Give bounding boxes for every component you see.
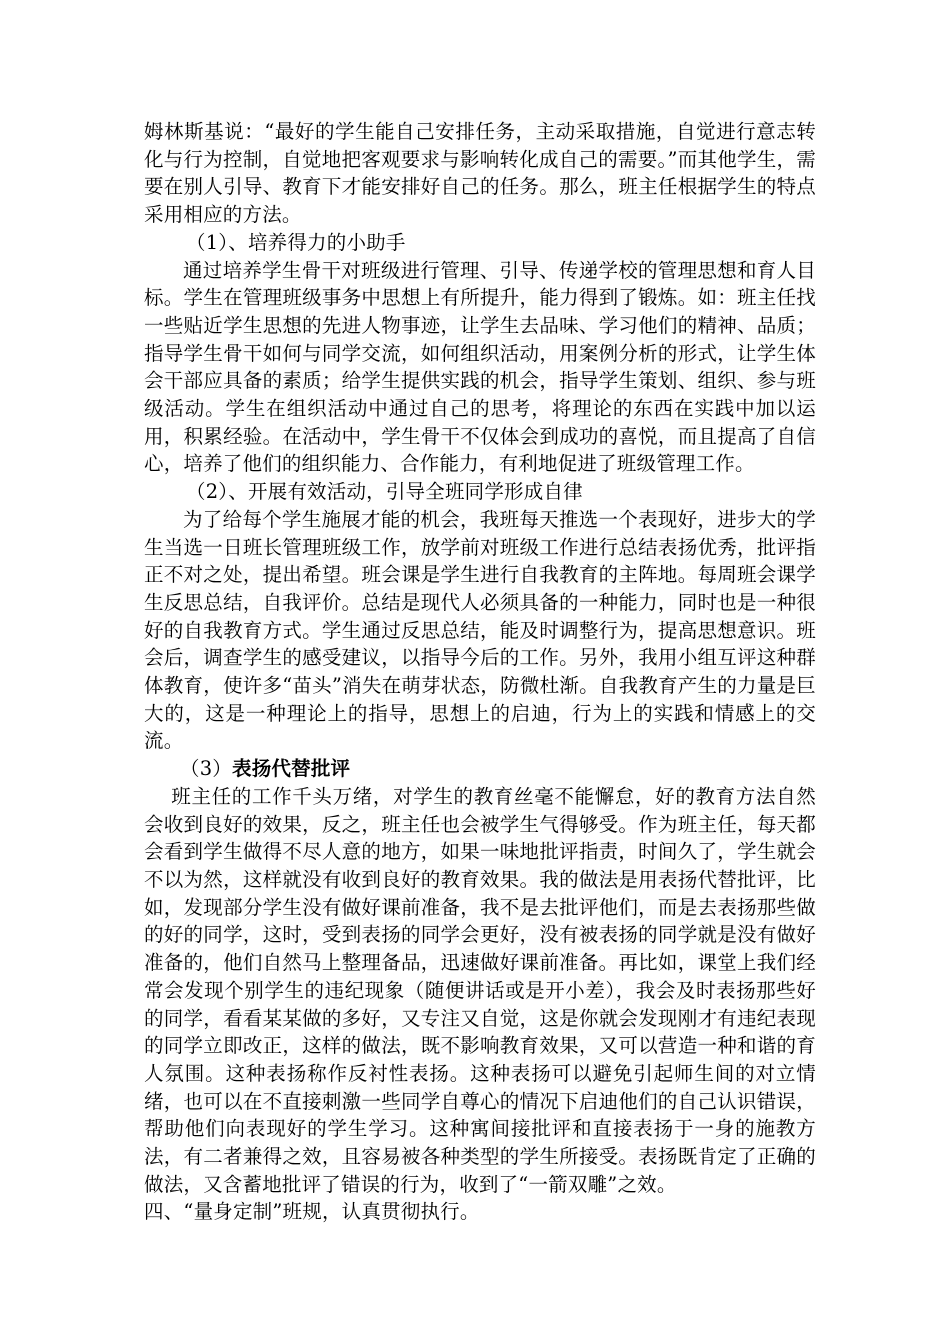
intro-paragraph: 姆林斯基说：“最好的学生能自己安排任务，主动采取措施，自觉进行意志转化与行为控制，自觉地把客观要求与影响转化成自己的需要。”而其他学生，需要在别人引导、教育下才能安排好自己的任务。那么，班主任根据学生的特点采用相应的方法。 <box>144 120 816 227</box>
section-4-heading: 四、“量身定制”班规，认真贯彻执行。 <box>144 1200 480 1224</box>
paragraph-3: 班主任的工作千头万绪，对学生的教育丝毫不能懈怠，好的教育方法自然会收到良好的效果，反之，班主任也会被学生气得够受。作为班主任，每天都会看到学生做得不尽人意的地方，如果一味地批评指责，时间久了，学生就会不以为然，这样就没有收到良好的教育效果。我的做法是用表扬代替批评，比如，发现部分学生没有做好课前准备，我不是去批评他们，而是去表扬那些做的好的同学，这时，受到表扬的同学会更好，没有被表扬的同学就是没有做好准备的，他们自然马上整理备品，迅速做好课前准备。再比如，课堂上我们经常会发现个别学生的违纪现象（随便讲话或是开小差），我会及时表扬那些好的同学，看看某某做的多好，又专注又自觉，这是你就会发现刚才有违纪表现的同学立即改正，这样的做法，既不影响教育效果，又可以营造一种和谐的育人氛围。这种表扬称作反衬性表扬。这种表扬可以避免引起师生间的对立情绪，也可以在不直接刺激一些同学自尊心的情况下启迪他们的自己认识错误，帮助他们向表现好的学生学习。这种寓间接批评和直接表扬于一身的施教方法，有二者兼得之效，且容易被各种类型的学生所接受。表扬既肯定了正确的做法，又含蓄地批评了错误的行为，收到了“一箭双雕”之效。 <box>144 784 816 1196</box>
heading-2: （2）、开展有效活动，引导全班同学形成自律 <box>186 480 583 504</box>
heading-3 <box>144 755 816 783</box>
paragraph-1: 通过培养学生骨干对班级进行管理、引导、传递学校的管理思想和育人目标。学生在管理班级事务中思想上有所提升，能力得到了锻炼。如：班主任找一些贴近学生思想的先进人物事迹，让学生去品味、学习他们的精神、品质；指导学生骨干如何与同学交流，如何组织活动，用案例分析的形式，让学生体会干部应具备的素质；给学生提供实践的机会，指导学生策划、组织、参与班级活动。学生在组织活动中通过自己的思考，将理论的东西在实践中加以运用，积累经验。在活动中，学生骨干不仅体会到成功的喜悦，而且提高了自信心，培养了他们的组织能力、合作能力，有利地促进了班级管理工作。 <box>144 258 816 476</box>
heading-3-title: 表扬代替批评 <box>232 757 351 781</box>
document-page <box>144 118 816 1226</box>
heading-1: （1）、培养得力的小助手 <box>186 230 406 254</box>
paragraph-2: 为了给每个学生施展才能的机会，我班每天推选一个表现好，进步大的学生当选一日班长管理班级工作，放学前对班级工作进行总结表扬优秀，批评指正不对之处，提出希望。班会课是学生进行自我教育的主阵地。每周班会课学生反思总结，自我评价。总结是现代人必须具备的一种能力，同时也是一种很好的自我教育方式。学生通过反思总结，能及时调整行为，提高思想意识。班会后，调查学生的感受建议，以指导今后的工作。另外，我用小组互评这种群体教育，使许多“苗头”消失在萌芽状态，防微杜渐。自我教育产生的力量是巨大的，这是一种理论上的指导，思想上的启迪，行为上的实践和情感上的交流。 <box>144 507 816 753</box>
heading-3-number: （3） <box>180 757 233 781</box>
